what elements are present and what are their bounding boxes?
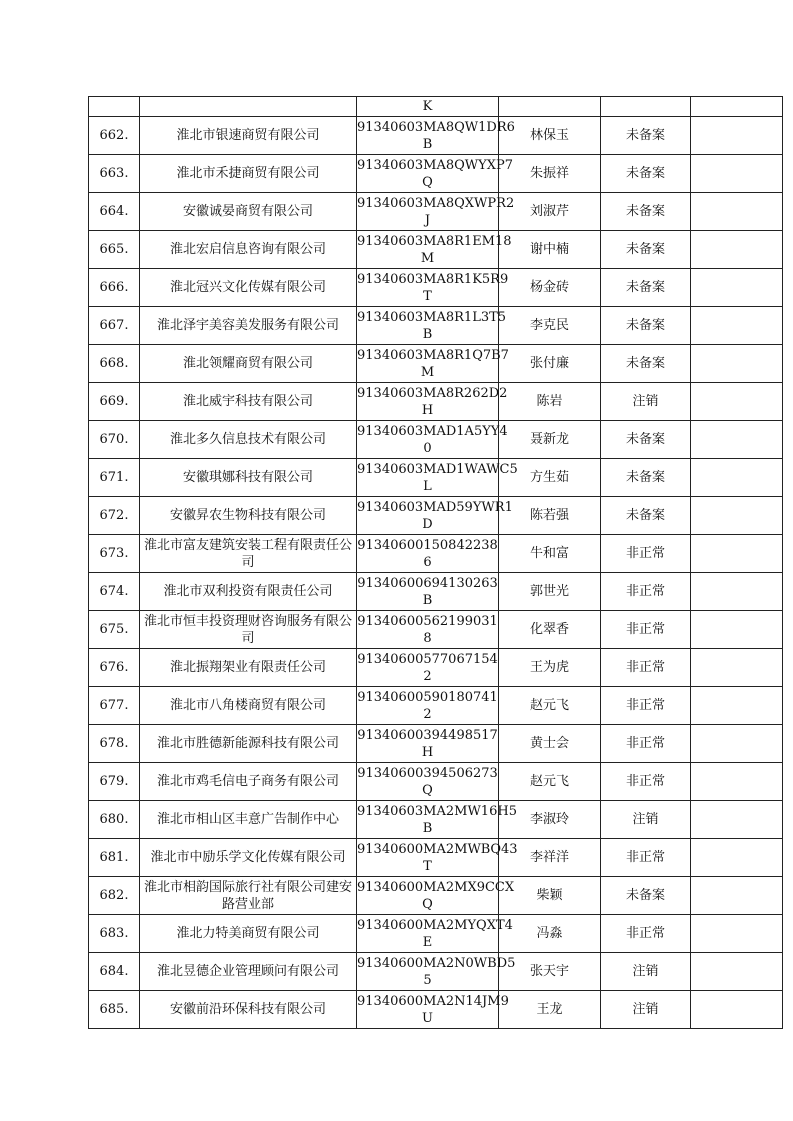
row-number: 663. <box>89 155 140 193</box>
company-name: 淮北市胜德新能源科技有限公司 <box>140 725 357 763</box>
credit-code-line-1: 91340603MAD59YWR1 <box>357 499 513 515</box>
credit-code <box>357 383 508 421</box>
credit-code-line-2: H <box>421 744 434 760</box>
remark-cell <box>691 649 783 687</box>
table-row <box>89 573 783 611</box>
code-tail: K <box>422 99 433 114</box>
table-row <box>89 687 783 725</box>
credit-code-line-1: 91340603MAD1WAWC5 <box>357 461 518 477</box>
filing-status: 未备案 <box>601 345 691 383</box>
legal-person: 林保玉 <box>499 117 601 155</box>
remark-cell <box>691 97 783 117</box>
legal-person: 张付廉 <box>499 345 601 383</box>
legal-person: 聂新龙 <box>499 421 601 459</box>
credit-code <box>357 725 499 763</box>
filing-status: 未备案 <box>601 497 691 535</box>
credit-code <box>357 915 513 953</box>
company-name: 淮北昱德企业管理顾问有限公司 <box>140 953 357 991</box>
remark-cell <box>691 269 783 307</box>
credit-code-line-1: 91340603MA8QWYXP7 <box>357 157 514 173</box>
filing-status: 非正常 <box>601 535 691 573</box>
row-number: 670. <box>89 421 140 459</box>
credit-code-line-2: Q <box>422 896 433 912</box>
company-name: 淮北市富友建筑安装工程有限责任公司 <box>140 535 357 573</box>
credit-code <box>357 269 509 307</box>
credit-code-line-1: 91340603MA8R1EM18 <box>357 233 512 249</box>
filing-status: 未备案 <box>601 193 691 231</box>
credit-code <box>357 155 514 193</box>
credit-code <box>357 801 517 839</box>
row-number: 673. <box>89 535 140 573</box>
table-row <box>89 953 783 991</box>
company-name: 淮北威宇科技有限公司 <box>140 383 357 421</box>
credit-code <box>357 231 512 269</box>
legal-person: 王为虎 <box>499 649 601 687</box>
company-name: 淮北领耀商贸有限公司 <box>140 345 357 383</box>
credit-code-line-2: B <box>422 136 433 152</box>
credit-code-line-2: 0 <box>423 440 432 456</box>
legal-person: 化翠香 <box>499 611 601 649</box>
row-number: 664. <box>89 193 140 231</box>
legal-person: 刘淑芹 <box>499 193 601 231</box>
table-row <box>89 97 783 117</box>
company-name: 淮北宏启信息咨询有限公司 <box>140 231 357 269</box>
row-number: 669. <box>89 383 140 421</box>
company-name: 淮北市相山区丰意广告制作中心 <box>140 801 357 839</box>
credit-code-line-2: T <box>423 858 432 874</box>
credit-code-line-2: B <box>422 326 433 342</box>
company-name: 淮北市八角楼商贸有限公司 <box>140 687 357 725</box>
legal-person: 柴颖 <box>499 877 601 915</box>
remark-cell <box>691 345 783 383</box>
legal-person: 杨金砖 <box>499 269 601 307</box>
company-name: 安徽琪娜科技有限公司 <box>140 459 357 497</box>
remark-cell <box>691 573 783 611</box>
legal-person: 谢中楠 <box>499 231 601 269</box>
legal-person: 王龙 <box>499 991 601 1029</box>
credit-code-line-1: 91340600590180741 <box>357 689 498 705</box>
row-number: 684. <box>89 953 140 991</box>
table-row <box>89 345 783 383</box>
legal-person: 陈岩 <box>499 383 601 421</box>
credit-code-line-1: 91340603MA8R1K5R9 <box>357 271 509 287</box>
remark-cell <box>691 231 783 269</box>
credit-code-line-1: 91340600MA2MX9CCX <box>357 879 515 895</box>
credit-code-line-2: 8 <box>423 630 432 646</box>
remark-cell <box>691 459 783 497</box>
table-row <box>89 649 783 687</box>
credit-code-line-2: Q <box>422 782 433 798</box>
credit-code-line-1: 91340600MA2N14JM9 <box>357 993 509 1009</box>
remark-cell <box>691 497 783 535</box>
credit-code-line-1: 91340600562199031 <box>357 613 498 629</box>
credit-code <box>357 611 499 649</box>
legal-person: 郭世光 <box>499 573 601 611</box>
legal-person: 赵元飞 <box>499 763 601 801</box>
filing-status: 未备案 <box>601 269 691 307</box>
company-name: 淮北振翔架业有限责任公司 <box>140 649 357 687</box>
credit-code <box>357 839 518 877</box>
remark-cell <box>691 839 783 877</box>
row-number: 668. <box>89 345 140 383</box>
credit-code <box>357 117 515 155</box>
company-name: 安徽前沿环保科技有限公司 <box>140 991 357 1029</box>
table-row <box>89 535 783 573</box>
company-name: 淮北泽宇美容美发服务有限公司 <box>140 307 357 345</box>
credit-code-line-2: L <box>423 478 432 494</box>
remark-cell <box>691 155 783 193</box>
filing-status: 未备案 <box>601 877 691 915</box>
filing-status: 非正常 <box>601 611 691 649</box>
table-row <box>89 307 783 345</box>
credit-code-line-2: M <box>420 364 435 380</box>
filing-status: 非正常 <box>601 763 691 801</box>
filing-status: 注销 <box>601 953 691 991</box>
filing-status: 未备案 <box>601 421 691 459</box>
credit-code <box>357 535 499 573</box>
table-row <box>89 383 783 421</box>
legal-person: 陈若强 <box>499 497 601 535</box>
table-row <box>89 915 783 953</box>
person-cell <box>499 97 601 117</box>
company-name: 安徽诚晏商贸有限公司 <box>140 193 357 231</box>
table-row <box>89 459 783 497</box>
row-number: 679. <box>89 763 140 801</box>
table-row <box>89 231 783 269</box>
credit-code-line-1: 91340600MA2MYQXT4 <box>357 917 513 933</box>
table-row <box>89 611 783 649</box>
row-number: 677. <box>89 687 140 725</box>
filing-status: 未备案 <box>601 459 691 497</box>
credit-code <box>357 687 499 725</box>
table-row <box>89 801 783 839</box>
table-row <box>89 991 783 1029</box>
row-number: 683. <box>89 915 140 953</box>
remark-cell <box>691 877 783 915</box>
table-row <box>89 877 783 915</box>
company-name: 安徽昇农生物科技有限公司 <box>140 497 357 535</box>
credit-code-line-2: H <box>421 402 434 418</box>
filing-status: 非正常 <box>601 687 691 725</box>
legal-person: 张天宇 <box>499 953 601 991</box>
row-number: 675. <box>89 611 140 649</box>
legal-person: 朱振祥 <box>499 155 601 193</box>
remark-cell <box>691 117 783 155</box>
remark-cell <box>691 991 783 1029</box>
credit-code-line-2: M <box>420 250 435 266</box>
filing-status: 未备案 <box>601 307 691 345</box>
credit-code-line-1: 91340603MA8R1Q7B7 <box>357 347 509 363</box>
credit-code-line-1: 91340603MA8QXWPR2 <box>357 195 515 211</box>
name-cell <box>140 97 357 117</box>
filing-status: 注销 <box>601 383 691 421</box>
row-number: 674. <box>89 573 140 611</box>
remark-cell <box>691 383 783 421</box>
row-number: 667. <box>89 307 140 345</box>
company-name: 淮北市银速商贸有限公司 <box>140 117 357 155</box>
credit-code-line-2: Q <box>422 174 433 190</box>
credit-code-line-2: B <box>422 592 433 608</box>
credit-code-line-1: 91340600MA2N0WBD5 <box>357 955 516 971</box>
remark-cell <box>691 307 783 345</box>
company-name: 淮北市中励乐学文化传媒有限公司 <box>140 839 357 877</box>
remark-cell <box>691 687 783 725</box>
legal-person: 李祥洋 <box>499 839 601 877</box>
credit-code-line-1: 91340603MA8R262D2 <box>357 385 508 401</box>
no-cell <box>89 97 140 117</box>
credit-code-line-2: J <box>424 212 431 228</box>
row-number: 676. <box>89 649 140 687</box>
credit-code <box>357 953 516 991</box>
credit-code <box>357 649 499 687</box>
filing-status: 非正常 <box>601 573 691 611</box>
filing-status: 未备案 <box>601 155 691 193</box>
row-number: 682. <box>89 877 140 915</box>
remark-cell <box>691 535 783 573</box>
remark-cell <box>691 763 783 801</box>
row-number: 665. <box>89 231 140 269</box>
credit-code-line-1: 91340603MA8R1L3T5 <box>357 309 507 325</box>
credit-code <box>357 877 515 915</box>
credit-code-line-2: 6 <box>423 554 432 570</box>
credit-code <box>357 573 499 611</box>
remark-cell <box>691 953 783 991</box>
legal-person: 黄士会 <box>499 725 601 763</box>
filing-status: 非正常 <box>601 839 691 877</box>
credit-code-line-1: 91340600394506273 <box>357 765 498 781</box>
credit-code <box>357 421 508 459</box>
company-name: 淮北多久信息技术有限公司 <box>140 421 357 459</box>
credit-code-line-1: 91340600694130263 <box>357 575 498 591</box>
enterprise-table <box>88 96 783 1029</box>
row-number: 671. <box>89 459 140 497</box>
table-row <box>89 725 783 763</box>
row-number: 678. <box>89 725 140 763</box>
credit-code-line-2: D <box>422 516 433 532</box>
filing-status: 未备案 <box>601 117 691 155</box>
table-row <box>89 421 783 459</box>
row-number: 685. <box>89 991 140 1029</box>
filing-status: 未备案 <box>601 231 691 269</box>
company-name: 淮北力特美商贸有限公司 <box>140 915 357 953</box>
remark-cell <box>691 801 783 839</box>
company-name: 淮北市鸡毛信电子商务有限公司 <box>140 763 357 801</box>
credit-code-line-2: B <box>422 820 433 836</box>
company-name: 淮北市相韵国际旅行社有限公司建安路营业部 <box>140 877 357 915</box>
credit-code <box>357 307 507 345</box>
company-name: 淮北市双利投资有限责任公司 <box>140 573 357 611</box>
company-name: 淮北市恒丰投资理财咨询服务有限公司 <box>140 611 357 649</box>
credit-code-line-1: 91340603MA2MW16H5 <box>357 803 517 819</box>
legal-person: 方生茹 <box>499 459 601 497</box>
row-number: 672. <box>89 497 140 535</box>
remark-cell <box>691 193 783 231</box>
row-number: 681. <box>89 839 140 877</box>
remark-cell <box>691 725 783 763</box>
filing-status: 非正常 <box>601 915 691 953</box>
legal-person: 李克民 <box>499 307 601 345</box>
credit-code-line-1: 91340603MA8QW1DR6 <box>357 119 515 135</box>
credit-code <box>357 991 509 1029</box>
table-row <box>89 155 783 193</box>
remark-cell <box>691 611 783 649</box>
remark-cell <box>691 421 783 459</box>
credit-code-line-1: 91340603MAD1A5YY4 <box>357 423 508 439</box>
credit-code-line-1: 91340600394498517 <box>357 727 498 743</box>
table-row <box>89 763 783 801</box>
filing-status: 非正常 <box>601 725 691 763</box>
company-name: 淮北市禾捷商贸有限公司 <box>140 155 357 193</box>
filing-status: 注销 <box>601 991 691 1029</box>
table-row <box>89 117 783 155</box>
code-cell <box>357 97 499 117</box>
table-row <box>89 839 783 877</box>
credit-code-line-2: U <box>422 1010 433 1026</box>
row-number: 666. <box>89 269 140 307</box>
legal-person: 赵元飞 <box>499 687 601 725</box>
remark-cell <box>691 915 783 953</box>
row-number: 680. <box>89 801 140 839</box>
credit-code <box>357 763 499 801</box>
legal-person: 牛和富 <box>499 535 601 573</box>
credit-code-line-1: 91340600MA2MWBQ43 <box>357 841 518 857</box>
credit-code <box>357 193 515 231</box>
credit-code-line-2: 5 <box>423 972 432 988</box>
filing-status: 非正常 <box>601 649 691 687</box>
table-row <box>89 269 783 307</box>
legal-person: 李淑玲 <box>499 801 601 839</box>
credit-code-line-2: E <box>422 934 433 950</box>
credit-code <box>357 497 513 535</box>
row-number: 662. <box>89 117 140 155</box>
legal-person: 冯淼 <box>499 915 601 953</box>
credit-code-line-2: 2 <box>423 706 432 722</box>
credit-code-line-1: 91340600150842238 <box>357 537 498 553</box>
table-row <box>89 193 783 231</box>
credit-code-line-1: 91340600577067154 <box>357 651 498 667</box>
company-name: 淮北冠兴文化传媒有限公司 <box>140 269 357 307</box>
table-row <box>89 497 783 535</box>
credit-code <box>357 345 509 383</box>
credit-code-line-2: T <box>423 288 432 304</box>
status-cell <box>601 97 691 117</box>
credit-code-line-2: 2 <box>423 668 432 684</box>
filing-status: 注销 <box>601 801 691 839</box>
credit-code <box>357 459 518 497</box>
